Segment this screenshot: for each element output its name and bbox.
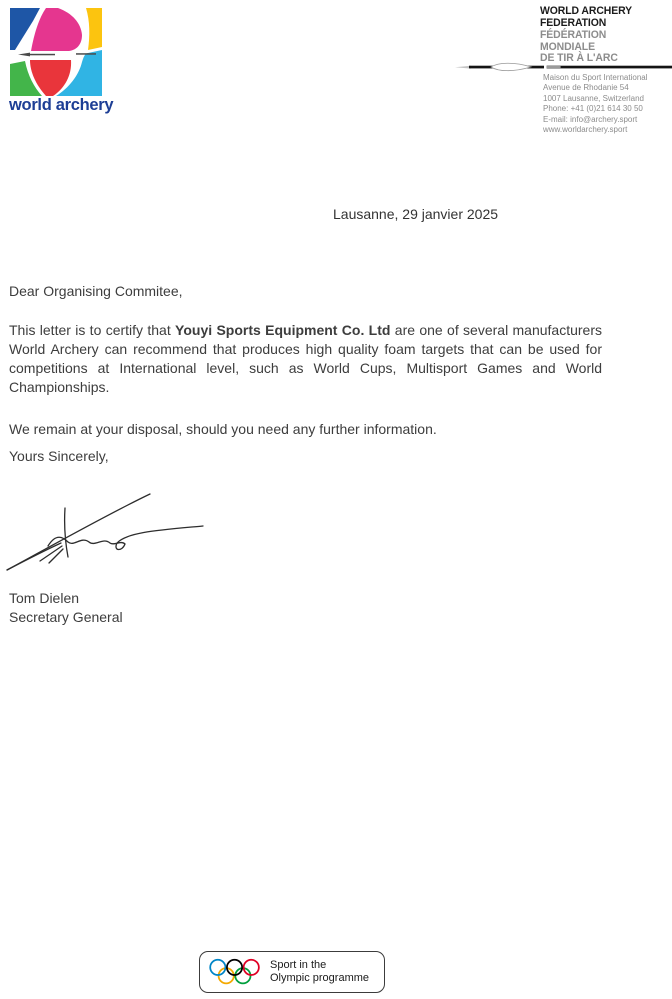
org-name-en-line: WORLD ARCHERY — [540, 5, 633, 17]
org-name-en — [540, 6, 632, 29]
signer-title: Secretary General — [9, 609, 123, 625]
body-paragraph-1-post: are one of several manufacturers World Archery can recommend that produces high quality foam targets that can be used for competitions at International level, such as World Cups, Multisport Games and World Championships. — [9, 322, 602, 395]
org-name-fr-line: DE TIR À L'ARC — [540, 52, 618, 64]
arrow-nock — [455, 66, 471, 69]
address-line: E-mail: info@archery.sport — [543, 114, 638, 124]
dateline: Lausanne, 29 janvier 2025 — [333, 206, 499, 222]
ring-red — [244, 959, 259, 974]
closing-line: Yours Sincerely, — [9, 448, 109, 464]
org-name-fr-line: MONDIALE — [540, 40, 595, 53]
logo-magenta-segment — [31, 8, 82, 51]
logo-arrow-left-shaft — [30, 54, 55, 56]
body-paragraph-1-pre: This letter is to certify that — [9, 322, 176, 338]
address-line: Phone: +41 (0)21 614 30 50 — [543, 104, 643, 114]
olympic-badge-label-line2: Olympic programme — [270, 972, 370, 984]
address-line: www.worldarchery.sport — [543, 125, 628, 135]
ring-blue — [210, 959, 225, 974]
ring-yellow — [219, 968, 234, 983]
arrow-shaft-segment — [547, 66, 561, 68]
arrow-fletching — [491, 63, 531, 70]
logo-yellow-segment — [86, 8, 102, 50]
address-block — [543, 73, 648, 135]
body-paragraph-2: We remain at your disposal, should you need any further information. — [9, 421, 437, 437]
ring-black — [227, 959, 242, 974]
world-archery-wordmark: world archery — [9, 96, 114, 114]
logo-arrow-right-shaft — [76, 53, 96, 55]
arrow-shaft-break — [544, 65, 547, 69]
world-archery-logo-icon — [10, 8, 102, 96]
signature-image — [4, 486, 214, 574]
salutation: Dear Organising Commitee, — [9, 283, 183, 299]
signature-strokes — [7, 494, 203, 570]
address-line: Maison du Sport International — [543, 73, 648, 82]
org-name-fr-line: FÉDÉRATION — [540, 29, 607, 41]
signer-block — [9, 589, 123, 627]
org-name-fr — [540, 30, 618, 65]
org-name-en-line: FEDERATION — [540, 16, 607, 29]
manufacturer-name: Youyi Sports Equipment Co. Ltd — [175, 322, 391, 338]
body-paragraph-1 — [9, 321, 602, 397]
address-line: 1007 Lausanne, Switzerland — [543, 93, 644, 103]
olympic-programme-badge — [199, 951, 385, 993]
olympic-badge-label — [270, 959, 369, 986]
arrow-graphic-icon — [455, 61, 672, 73]
logo-arrow-left-mark — [18, 53, 30, 57]
signer-name: Tom Dielen — [9, 590, 80, 606]
olympic-rings-icon — [209, 957, 261, 988]
address-line: Avenue de Rhodanie 54 — [543, 83, 629, 93]
ring-green — [235, 968, 250, 983]
olympic-badge-label-line1: Sport in the — [270, 958, 327, 971]
